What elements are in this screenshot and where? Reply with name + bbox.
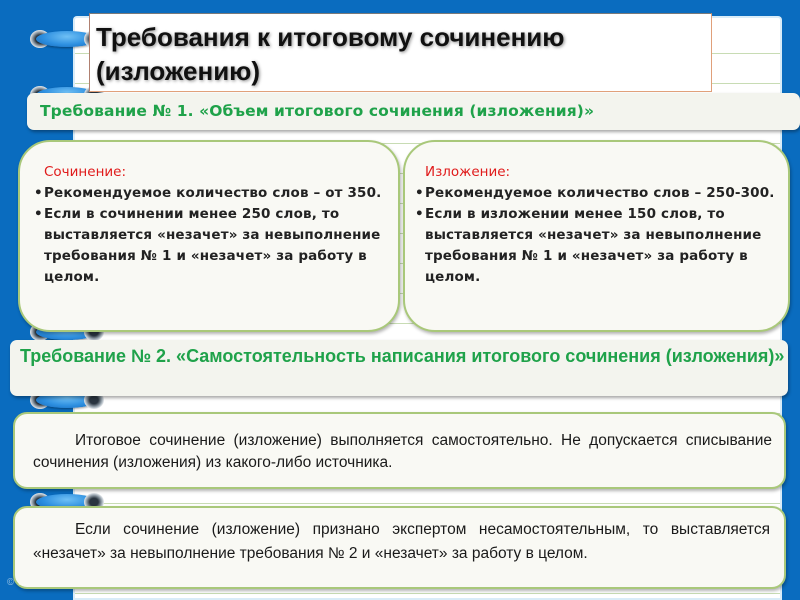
slide-title-box bbox=[89, 13, 712, 92]
summary-card-heading: Изложение: bbox=[425, 164, 511, 180]
list-item: • Если в сочинении менее 250 слов, то выставляется «незачет» за невыполнение требования № 1 и «незачет» за работу в целом. bbox=[34, 206, 381, 285]
essay-card bbox=[18, 140, 400, 332]
list-item: • Рекомендуемое количество слов – от 350. bbox=[34, 183, 388, 204]
penalty-card bbox=[13, 506, 786, 589]
copyright-watermark: © ... bbox=[6, 578, 27, 588]
bullet-icon: • bbox=[415, 185, 424, 201]
independence-card bbox=[13, 412, 786, 489]
slide-title-line-1: Требования к итоговому сочинению bbox=[96, 22, 565, 52]
list-item: • Если в изложении менее 150 слов, то выставляется «незачет» за невыполнение требования № 1 и «незачет» за работу в целом. bbox=[415, 206, 762, 285]
penalty-text: Если сочинение (изложение) признано экспертом несамостоятельным, то выставляется «незачет» за невыполнение требования № 2 и «незачет» за работу в целом. bbox=[33, 521, 770, 562]
bullet-icon: • bbox=[34, 185, 43, 201]
essay-card-heading: Сочинение: bbox=[44, 164, 127, 180]
summary-card-list bbox=[415, 183, 778, 288]
bullet-icon: • bbox=[415, 206, 424, 222]
requirement-2-banner: Требование № 2. «Самостоятельность написания итогового сочинения (изложения)» bbox=[10, 340, 788, 396]
independence-text: Итоговое сочинение (изложение) выполняется самостоятельно. Не допускается списывание сочинения (изложения) из какого-либо источника. bbox=[33, 432, 772, 471]
essay-card-list bbox=[34, 183, 388, 288]
requirement-1-banner: Требование № 1. «Объем итогового сочинения (изложения)» bbox=[27, 93, 800, 130]
bullet-icon: • bbox=[34, 206, 43, 222]
slide-title-line-2: (изложению) bbox=[96, 56, 261, 86]
summary-card bbox=[403, 140, 790, 332]
list-item: • Рекомендуемое количество слов – 250-300. bbox=[415, 183, 778, 204]
